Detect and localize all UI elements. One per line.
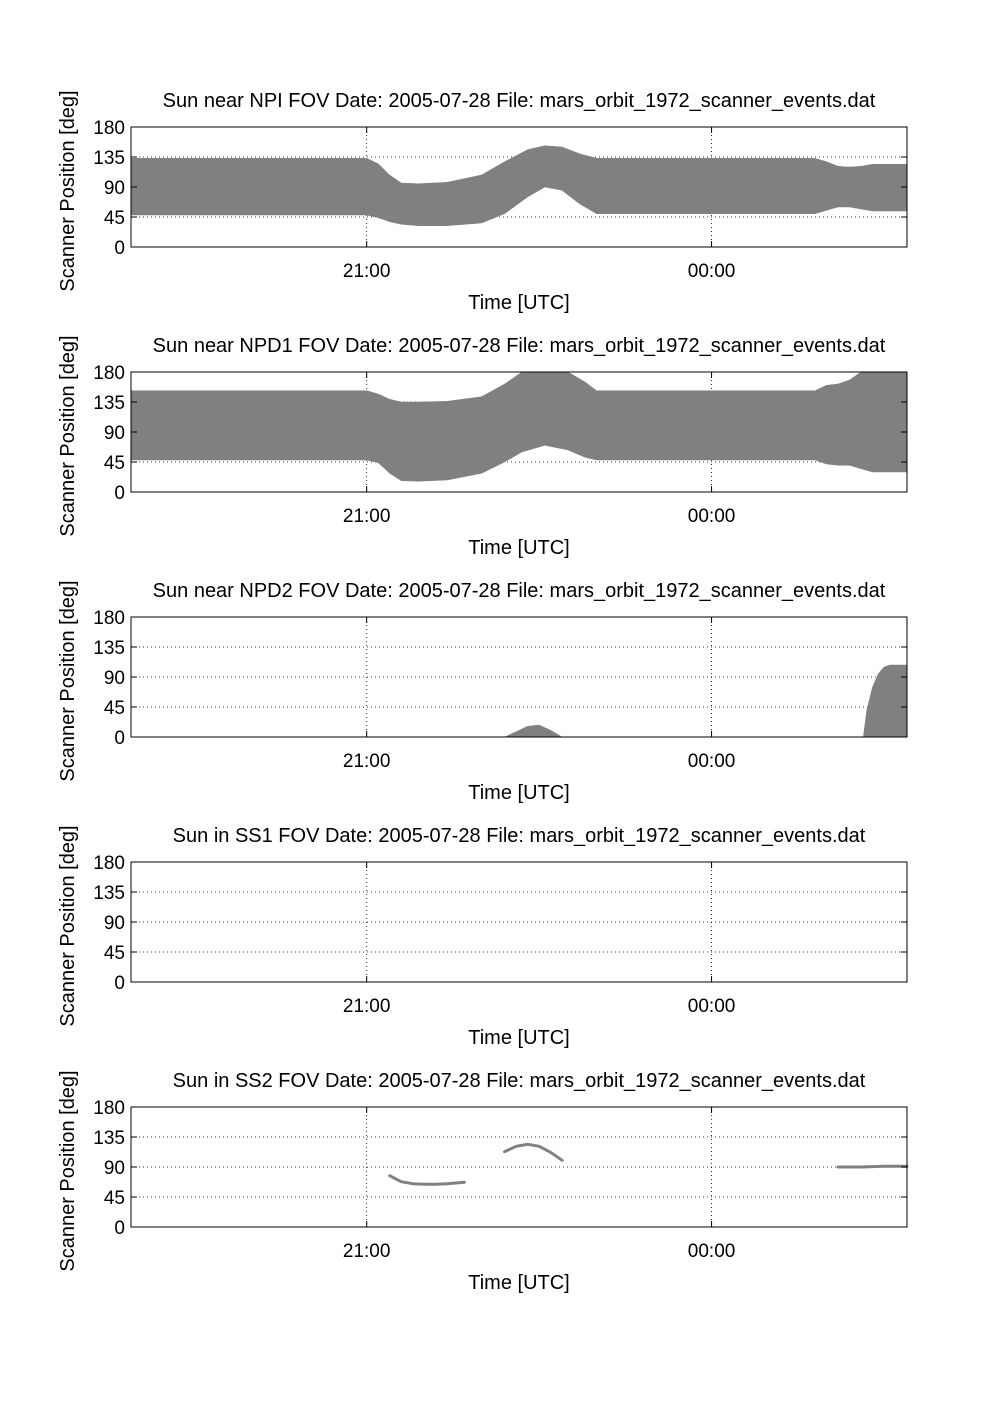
x-axis-label: Time [UTC]	[468, 782, 570, 804]
y-tick-label: 90	[103, 423, 125, 444]
y-tick-label: 135	[93, 638, 125, 659]
y-tick-label: 180	[93, 853, 125, 874]
x-axis-label: Time [UTC]	[468, 1272, 570, 1294]
y-tick-label: 135	[93, 883, 125, 904]
y-tick-label: 180	[93, 118, 125, 139]
chart-panel-4	[57, 825, 907, 1049]
y-tick-label: 90	[103, 178, 125, 199]
y-tick-label: 180	[93, 608, 125, 629]
x-tick-label: 00:00	[687, 261, 736, 282]
y-tick-label: 180	[93, 363, 125, 384]
y-axis-label: Scanner Position [deg]	[57, 580, 79, 782]
y-tick-label: 45	[103, 1188, 125, 1209]
y-tick-label: 90	[103, 668, 125, 689]
y-tick-label: 45	[103, 943, 125, 964]
data-line-3	[838, 1166, 907, 1167]
y-tick-label: 0	[114, 973, 125, 994]
x-tick-label: 21:00	[342, 996, 391, 1017]
x-tick-label: 21:00	[342, 1241, 391, 1262]
y-tick-label: 0	[114, 1218, 125, 1239]
y-tick-label: 135	[93, 148, 125, 169]
chart-panel-3	[57, 580, 907, 804]
chart-panel-2	[57, 335, 907, 559]
y-tick-label: 45	[103, 208, 125, 229]
y-tick-label: 90	[103, 1158, 125, 1179]
chart-title: Sun near NPI FOV Date: 2005-07-28 File: mars_orbit_1972_scanner_events.dat	[162, 90, 876, 112]
chart-title: Sun in SS1 FOV Date: 2005-07-28 File: mars_orbit_1972_scanner_events.dat	[172, 825, 866, 847]
x-axis-label: Time [UTC]	[468, 1027, 570, 1049]
chart-panel-5	[57, 1070, 907, 1294]
y-tick-label: 0	[114, 483, 125, 504]
x-axis-label: Time [UTC]	[468, 537, 570, 559]
chart-panel-1	[57, 90, 907, 314]
chart-title: Sun near NPD2 FOV Date: 2005-07-28 File: mars_orbit_1972_scanner_events.dat	[152, 580, 886, 602]
chart-title: Sun in SS2 FOV Date: 2005-07-28 File: mars_orbit_1972_scanner_events.dat	[172, 1070, 866, 1092]
y-axis-label: Scanner Position [deg]	[57, 825, 79, 1027]
x-tick-label: 00:00	[687, 751, 736, 772]
y-tick-label: 90	[103, 913, 125, 934]
x-tick-label: 00:00	[687, 506, 736, 527]
y-tick-label: 45	[103, 698, 125, 719]
x-tick-label: 00:00	[687, 1241, 736, 1262]
y-axis-label: Scanner Position [deg]	[57, 335, 79, 537]
x-tick-label: 21:00	[342, 506, 391, 527]
y-tick-label: 135	[93, 1128, 125, 1149]
y-axis-label: Scanner Position [deg]	[57, 90, 79, 292]
x-tick-label: 21:00	[342, 261, 391, 282]
y-tick-label: 135	[93, 393, 125, 414]
y-tick-label: 0	[114, 728, 125, 749]
y-tick-label: 45	[103, 453, 125, 474]
y-axis-label: Scanner Position [deg]	[57, 1070, 79, 1272]
y-tick-label: 180	[93, 1098, 125, 1119]
x-axis-label: Time [UTC]	[468, 292, 570, 314]
y-tick-label: 0	[114, 238, 125, 259]
x-tick-label: 00:00	[687, 996, 736, 1017]
x-tick-label: 21:00	[342, 751, 391, 772]
chart-title: Sun near NPD1 FOV Date: 2005-07-28 File: mars_orbit_1972_scanner_events.dat	[152, 335, 886, 357]
